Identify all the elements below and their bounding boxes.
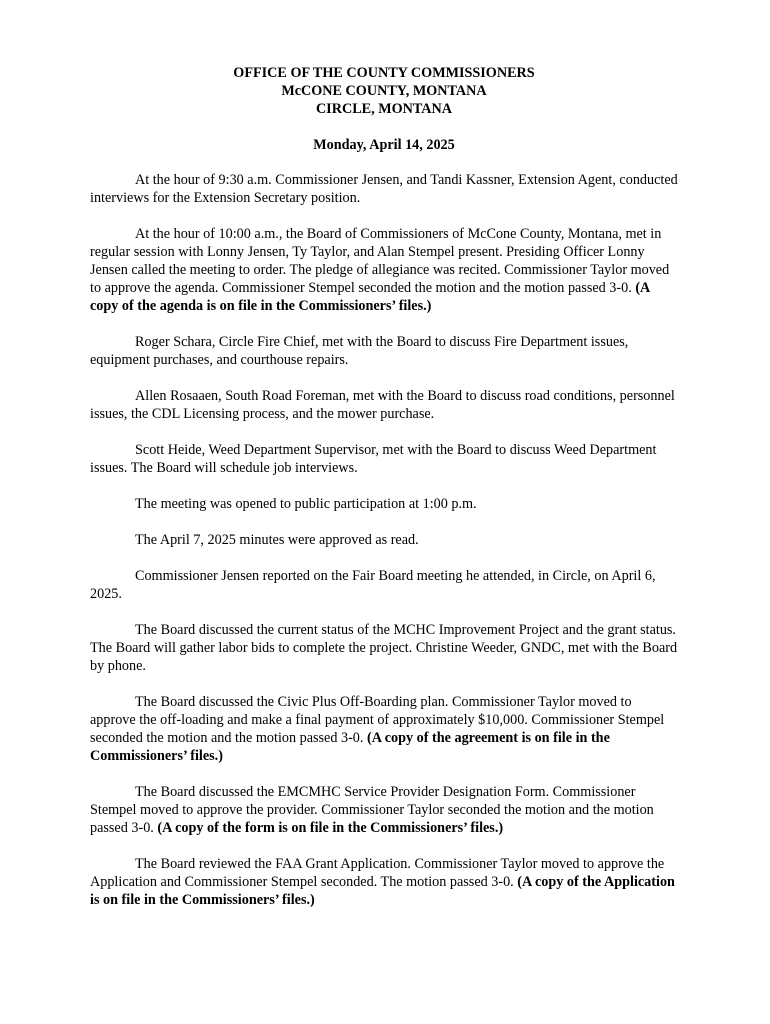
- paragraph-text: The Board reviewed the FAA Grant Application. Commissioner Taylor moved to approve the Application and Commissioner Stempel seconded. The motion passed 3-0.: [90, 856, 665, 890]
- paragraph-public-participation: The meeting was opened to public participation at 1:00 p.m.: [135, 496, 477, 512]
- paragraph-fire-chief: Roger Schara, Circle Fire Chief, met with the Board to discuss Fire Department issues, equipment purchases, and courthouse repairs.: [90, 334, 629, 368]
- document-header: [90, 64, 678, 118]
- meeting-date: Monday, April 14, 2025: [313, 137, 455, 153]
- paragraph-emcmhc: [90, 783, 678, 837]
- paragraph-fair-board: Commissioner Jensen reported on the Fair Board meeting he attended, in Circle, on April 6, 2025.: [90, 568, 656, 602]
- paragraph-text: At the hour of 10:00 a.m., the Board of Commissioners of McCone County, Montana, met in regular session with Lonny Jensen, Ty Taylor, and Alan Stempel present. Presiding Officer Lonny Jensen called the meeting to order. The pledge of allegiance was recited. Commissioner Taylor moved to approve the agenda. Commissioner Stempel seconded the motion and the motion passed 3-0.: [90, 226, 670, 296]
- paragraph-text: The Board discussed the EMCMHC Service Provider Designation Form. Commissioner Stempel moved to approve the provider. Commissioner Taylor seconded the motion and the motion passed 3-0.: [90, 784, 654, 836]
- paragraph-interviews: At the hour of 9:30 a.m. Commissioner Jensen, and Tandi Kassner, Extension Agent, conducted interviews for the Extension Secretary position.: [90, 172, 678, 206]
- paragraph-civic-plus: [90, 693, 678, 765]
- document-page: [90, 64, 678, 927]
- paragraph-text: The Board discussed the Civic Plus Off-Boarding plan. Commissioner Taylor moved to approve the off-loading and make a final payment of approximately $10,000. Commissioner Stempel seconded the motion and the motion passed 3-0.: [90, 694, 665, 746]
- paragraph-weed-supervisor: Scott Heide, Weed Department Supervisor, met with the Board to discuss Weed Department issues. The Board will schedule job interviews.: [90, 442, 657, 476]
- paragraph-road-foreman: Allen Rosaaen, South Road Foreman, met with the Board to discuss road conditions, personnel issues, the CDL Licensing process, and the mower purchase.: [90, 388, 675, 422]
- header-office: OFFICE OF THE COUNTY COMMISSIONERS: [233, 65, 535, 81]
- paragraph-mchc-project: The Board discussed the current status of the MCHC Improvement Project and the grant status. The Board will gather labor bids to complete the project. Christine Weeder, GNDC, met with the Board by phone.: [90, 622, 678, 674]
- file-note: (A copy of the agenda is on file in the Commissioners’ files.): [90, 280, 650, 314]
- paragraph-minutes: The April 7, 2025 minutes were approved as read.: [135, 532, 419, 548]
- file-note: (A copy of the Application is on file in the Commissioners’ files.): [90, 874, 675, 908]
- header-city: CIRCLE, MONTANA: [315, 101, 453, 117]
- header-county: McCONE COUNTY, MONTANA: [281, 83, 487, 99]
- file-note: (A copy of the agreement is on file in the Commissioners’ files.): [90, 730, 610, 764]
- file-note: (A copy of the form is on file in the Commissioners’ files.): [157, 820, 504, 836]
- paragraph-faa-grant: [90, 855, 678, 909]
- paragraph-regular-session: [90, 225, 678, 315]
